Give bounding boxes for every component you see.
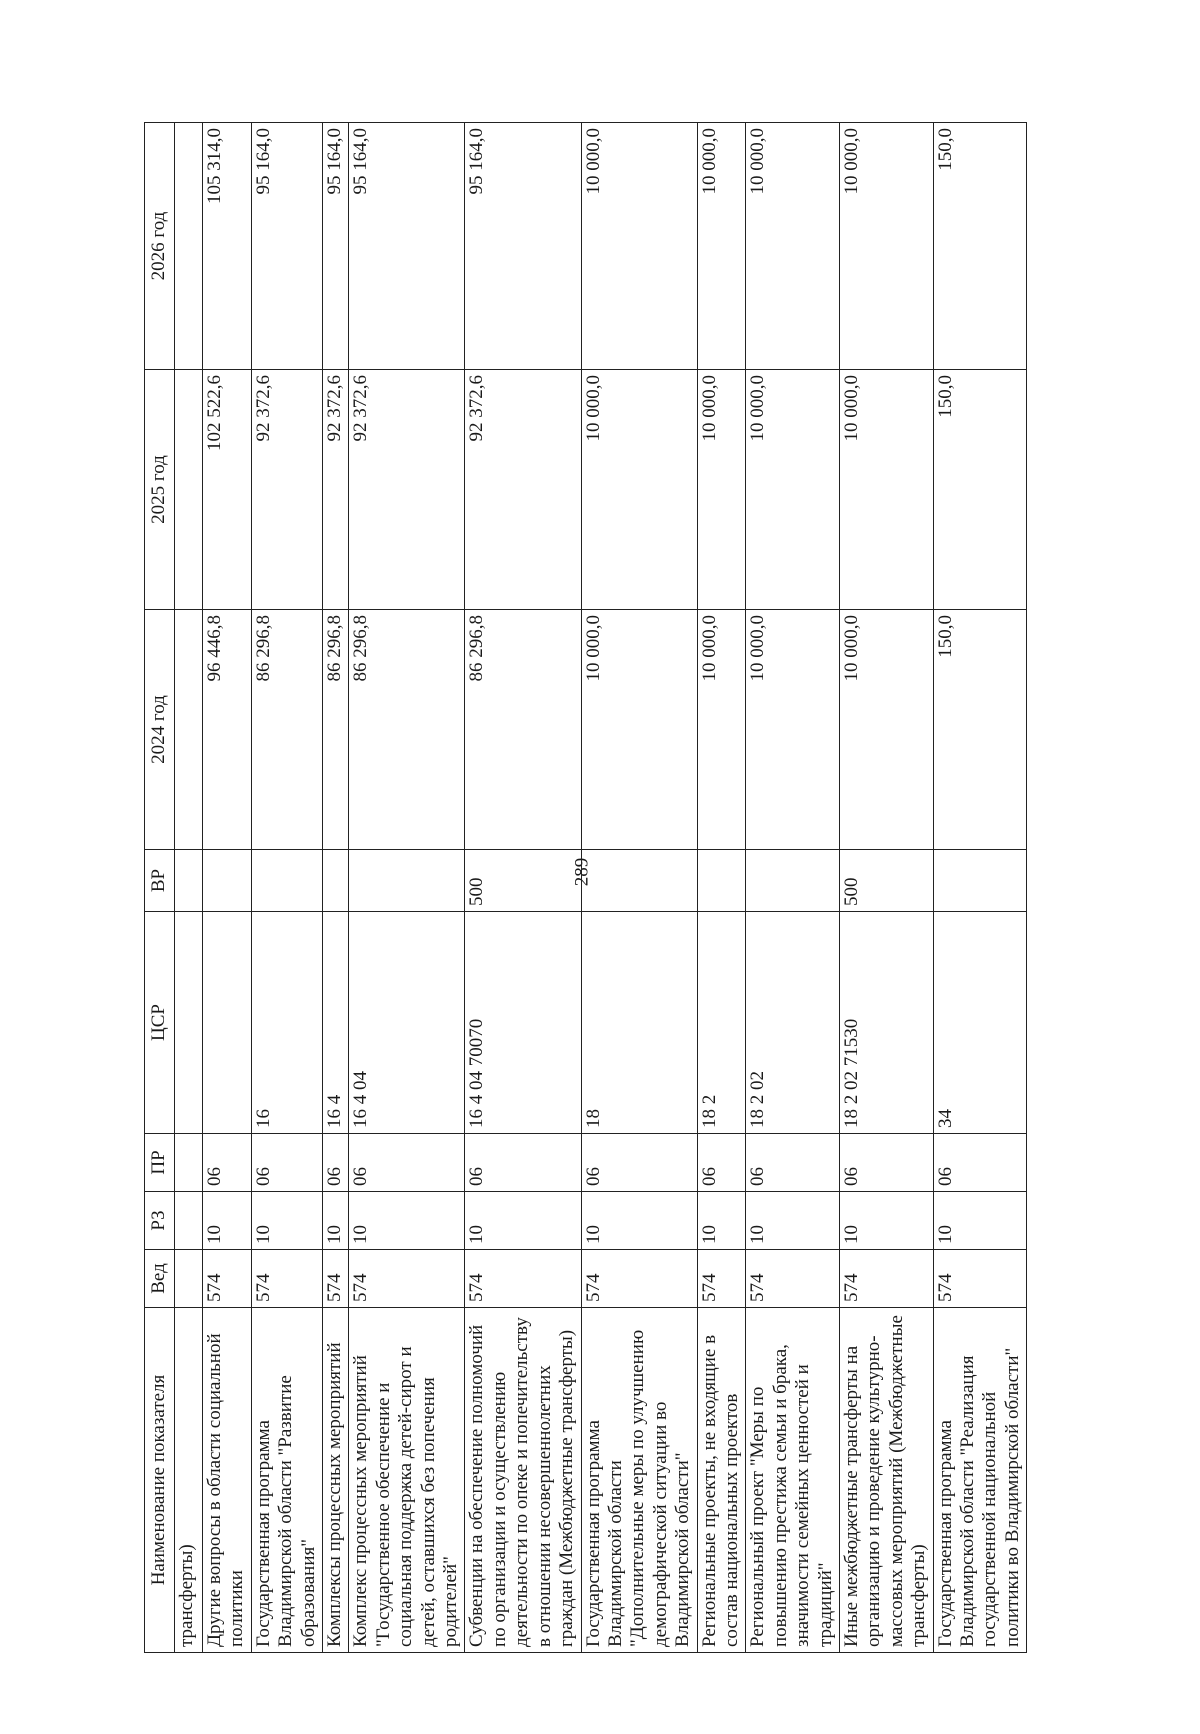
cell-pr: [175, 1134, 203, 1192]
cell-name: Субвенции на обеспечение полномочий по организации и осуществлению деятельности по опеке и попечительству в отношении несовершеннолетних граждан (Межбюджетные трансферты): [465, 1308, 581, 1653]
cell-pr: 06: [349, 1134, 465, 1192]
cell-y2026: 10 000,0: [697, 123, 746, 370]
cell-ved: 574: [349, 1250, 465, 1308]
cell-rz: 10: [933, 1192, 1027, 1250]
table-row: [746, 123, 840, 1653]
cell-y2024: 86 296,8: [465, 610, 581, 850]
table-row: [251, 123, 322, 1653]
cell-y2025: 92 372,6: [465, 370, 581, 610]
cell-name: Государственная программа Владимирской области "Дополнительные меры по улучшению демографической ситуации во Владимирской области": [581, 1308, 697, 1653]
cell-rz: 10: [349, 1192, 465, 1250]
cell-ved: 574: [465, 1250, 581, 1308]
cell-pr: 06: [465, 1134, 581, 1192]
table-body: [175, 123, 1027, 1653]
cell-y2024: 10 000,0: [697, 610, 746, 850]
cell-vr: [349, 850, 465, 912]
cell-ved: 574: [697, 1250, 746, 1308]
cell-y2026: [175, 123, 203, 370]
cell-y2024: 86 296,8: [251, 610, 322, 850]
table-row: [203, 123, 252, 1653]
cell-vr: [933, 850, 1027, 912]
cell-ved: [175, 1250, 203, 1308]
cell-y2025: 92 372,6: [349, 370, 465, 610]
table-row: [839, 123, 933, 1653]
cell-rz: 10: [251, 1192, 322, 1250]
cell-rz: [175, 1192, 203, 1250]
cell-name: Другие вопросы в области социальной политики: [203, 1308, 252, 1653]
cell-y2026: 105 314,0: [203, 123, 252, 370]
cell-vr: [203, 850, 252, 912]
table-row: [175, 123, 203, 1653]
cell-name: Комплексы процессных мероприятий: [323, 1308, 349, 1653]
cell-y2024: 86 296,8: [323, 610, 349, 850]
cell-ved: 574: [581, 1250, 697, 1308]
cell-rz: 10: [203, 1192, 252, 1250]
cell-vr: [251, 850, 322, 912]
cell-pr: 06: [203, 1134, 252, 1192]
table-header-row: [145, 123, 175, 1653]
cell-y2024: [175, 610, 203, 850]
cell-name: Региональные проекты, не входящие в состав национальных проектов: [697, 1308, 746, 1653]
header-csr: ЦСР: [145, 912, 175, 1134]
cell-csr: 34: [933, 912, 1027, 1134]
cell-name: трансферты): [175, 1308, 203, 1653]
cell-y2025: 10 000,0: [697, 370, 746, 610]
table-row: [697, 123, 746, 1653]
cell-vr: [697, 850, 746, 912]
page-number: 289: [571, 857, 593, 887]
header-vr: ВР: [145, 850, 175, 912]
cell-y2026: 95 164,0: [323, 123, 349, 370]
cell-ved: 574: [323, 1250, 349, 1308]
cell-y2026: 95 164,0: [465, 123, 581, 370]
header-2026: 2026 год: [145, 123, 175, 370]
cell-rz: 10: [465, 1192, 581, 1250]
cell-y2024: 150,0: [933, 610, 1027, 850]
cell-y2024: 10 000,0: [581, 610, 697, 850]
cell-vr: 500: [839, 850, 933, 912]
cell-y2024: 10 000,0: [746, 610, 840, 850]
cell-y2024: 96 446,8: [203, 610, 252, 850]
cell-ved: 574: [203, 1250, 252, 1308]
cell-rz: 10: [581, 1192, 697, 1250]
cell-y2025: 102 522,6: [203, 370, 252, 610]
cell-name: Государственная программа Владимирской области "Реализация государственной национальной политики во Владимирской области": [933, 1308, 1027, 1653]
cell-y2026: 95 164,0: [349, 123, 465, 370]
cell-ved: 574: [746, 1250, 840, 1308]
header-rz: РЗ: [145, 1192, 175, 1250]
cell-csr: [175, 912, 203, 1134]
cell-name: Комплекс процессных мероприятий "Государственное обеспечение и социальная поддержка детей-сирот и детей, оставшихся без попечения родителей": [349, 1308, 465, 1653]
header-2024: 2024 год: [145, 610, 175, 850]
cell-vr: [175, 850, 203, 912]
cell-vr: [746, 850, 840, 912]
cell-rz: 10: [746, 1192, 840, 1250]
cell-pr: 06: [933, 1134, 1027, 1192]
cell-y2025: 92 372,6: [251, 370, 322, 610]
header-name: Наименование показателя: [145, 1308, 175, 1653]
cell-y2024: 86 296,8: [349, 610, 465, 850]
cell-name: Региональный проект "Меры по повышению престижа семьи и брака, значимости семейных ценностей и традиций": [746, 1308, 840, 1653]
cell-csr: 18 2 02: [746, 912, 840, 1134]
cell-pr: 06: [839, 1134, 933, 1192]
cell-vr: 500: [465, 850, 581, 912]
cell-csr: 16: [251, 912, 322, 1134]
cell-pr: 06: [697, 1134, 746, 1192]
cell-y2024: 10 000,0: [839, 610, 933, 850]
cell-pr: 06: [323, 1134, 349, 1192]
table-row: [465, 123, 581, 1653]
cell-y2025: 10 000,0: [839, 370, 933, 610]
cell-y2025: 150,0: [933, 370, 1027, 610]
cell-vr: [323, 850, 349, 912]
cell-pr: 06: [746, 1134, 840, 1192]
cell-rz: 10: [839, 1192, 933, 1250]
cell-pr: 06: [251, 1134, 322, 1192]
cell-ved: 574: [251, 1250, 322, 1308]
cell-rz: 10: [323, 1192, 349, 1250]
cell-csr: 16 4 04: [349, 912, 465, 1134]
cell-y2026: 10 000,0: [839, 123, 933, 370]
cell-csr: 18 2: [697, 912, 746, 1134]
cell-y2025: [175, 370, 203, 610]
cell-csr: 16 4 04 70070: [465, 912, 581, 1134]
cell-csr: 18: [581, 912, 697, 1134]
cell-name: Иные межбюджетные трансферты на организацию и проведение культурно-массовых мероприятий (Межбюджетные трансферты): [839, 1308, 933, 1653]
cell-csr: [203, 912, 252, 1134]
cell-y2025: 10 000,0: [581, 370, 697, 610]
cell-csr: 18 2 02 71530: [839, 912, 933, 1134]
cell-rz: 10: [697, 1192, 746, 1250]
cell-y2026: 95 164,0: [251, 123, 322, 370]
table-row: [581, 123, 697, 1653]
header-ved: Вед: [145, 1250, 175, 1308]
table-row: [349, 123, 465, 1653]
cell-y2025: 10 000,0: [746, 370, 840, 610]
rotated-table-wrapper: [144, 123, 1144, 1653]
header-pr: ПР: [145, 1134, 175, 1192]
cell-vr: [581, 850, 697, 912]
cell-y2025: 92 372,6: [323, 370, 349, 610]
cell-y2026: 150,0: [933, 123, 1027, 370]
cell-csr: 16 4: [323, 912, 349, 1134]
cell-y2026: 10 000,0: [746, 123, 840, 370]
table-row: [933, 123, 1027, 1653]
table-row: [323, 123, 349, 1653]
cell-y2026: 10 000,0: [581, 123, 697, 370]
cell-name: Государственная программа Владимирской области "Развитие образования": [251, 1308, 322, 1653]
cell-pr: 06: [581, 1134, 697, 1192]
cell-ved: 574: [839, 1250, 933, 1308]
cell-ved: 574: [933, 1250, 1027, 1308]
budget-table: [144, 122, 1027, 1653]
header-2025: 2025 год: [145, 370, 175, 610]
